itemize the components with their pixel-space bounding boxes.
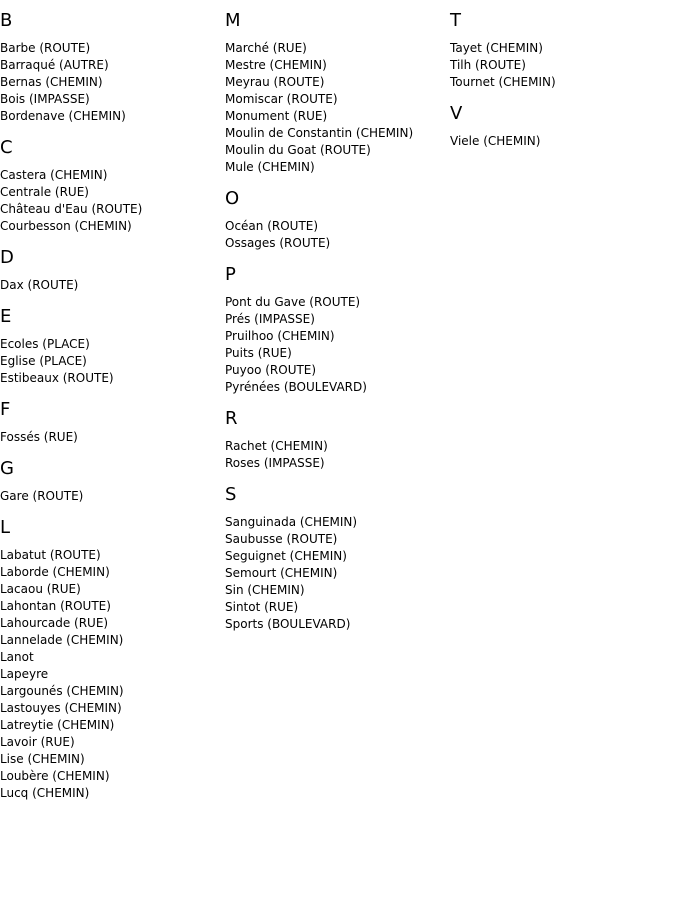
street-name: Lapeyre	[0, 667, 49, 681]
letter-group	[0, 306, 225, 387]
street-name: Semourt (CHEMIN)	[225, 566, 338, 580]
street-list	[225, 438, 450, 472]
letter-group	[0, 399, 225, 446]
street-name: Océan (ROUTE)	[225, 219, 319, 233]
letter-group	[450, 103, 675, 150]
letter-heading: E	[0, 306, 12, 327]
letter-heading: M	[225, 10, 241, 31]
column-3	[450, 10, 675, 162]
street-name: Bordenave (CHEMIN)	[0, 109, 126, 123]
column-1	[0, 10, 225, 814]
street-name: Tournet (CHEMIN)	[450, 75, 556, 89]
street-list	[0, 429, 225, 446]
letter-heading: G	[0, 458, 14, 479]
street-name: Barbe (ROUTE)	[0, 41, 91, 55]
street-name: Tayet (CHEMIN)	[450, 41, 543, 55]
letter-heading: V	[450, 103, 463, 124]
street-name: Bois (IMPASSE)	[0, 92, 90, 106]
street-name: Lahourcade (RUE)	[0, 616, 109, 630]
letter-group	[225, 408, 450, 472]
street-list	[0, 40, 225, 125]
street-name: Pruilhoo (CHEMIN)	[225, 329, 335, 343]
street-list	[0, 167, 225, 235]
letter-heading: R	[225, 408, 238, 429]
street-name: Barraqué (AUTRE)	[0, 58, 109, 72]
street-list	[450, 40, 675, 91]
letter-heading: B	[0, 10, 13, 31]
letter-heading: L	[0, 517, 11, 538]
street-name: Pyrénées (BOULEVARD)	[225, 380, 367, 394]
street-name: Dax (ROUTE)	[0, 278, 79, 292]
street-name: Laborde (CHEMIN)	[0, 565, 110, 579]
letter-group	[0, 458, 225, 505]
street-name: Loubère (CHEMIN)	[0, 769, 110, 783]
street-name: Rachet (CHEMIN)	[225, 439, 328, 453]
street-name: Labatut (ROUTE)	[0, 548, 101, 562]
street-name: Mestre (CHEMIN)	[225, 58, 327, 72]
letter-heading: D	[0, 247, 14, 268]
street-name: Moulin de Constantin (CHEMIN)	[225, 126, 414, 140]
street-name: Eglise (PLACE)	[0, 354, 87, 368]
street-name: Lucq (CHEMIN)	[0, 786, 90, 800]
street-name: Castera (CHEMIN)	[0, 168, 108, 182]
letter-group	[225, 484, 450, 633]
street-name: Estibeaux (ROUTE)	[0, 371, 114, 385]
letter-group	[0, 137, 225, 235]
street-list	[225, 218, 450, 252]
street-name: Lise (CHEMIN)	[0, 752, 85, 766]
letter-group	[225, 188, 450, 252]
street-name: Viele (CHEMIN)	[450, 134, 541, 148]
street-name: Seguignet (CHEMIN)	[225, 549, 347, 563]
street-list	[225, 40, 450, 176]
street-list	[0, 336, 225, 387]
street-name: Ecoles (PLACE)	[0, 337, 90, 351]
street-name: Lahontan (ROUTE)	[0, 599, 111, 613]
column-2	[225, 10, 450, 645]
letter-group	[225, 264, 450, 396]
street-name: Tilh (ROUTE)	[450, 58, 526, 72]
street-name: Bernas (CHEMIN)	[0, 75, 103, 89]
street-list	[450, 133, 675, 150]
street-name: Monument (RUE)	[225, 109, 328, 123]
street-name: Lannelade (CHEMIN)	[0, 633, 124, 647]
street-name: Centrale (RUE)	[0, 185, 89, 199]
letter-group	[225, 10, 450, 176]
letter-group	[450, 10, 675, 91]
street-name: Sintot (RUE)	[225, 600, 299, 614]
street-list	[0, 277, 225, 294]
street-name: Pont du Gave (ROUTE)	[225, 295, 361, 309]
street-name: Puyoo (ROUTE)	[225, 363, 317, 377]
street-name: Sanguinada (CHEMIN)	[225, 515, 358, 529]
street-list	[0, 547, 225, 802]
street-name: Roses (IMPASSE)	[225, 456, 325, 470]
street-name: Courbesson (CHEMIN)	[0, 219, 132, 233]
street-name: Lacaou (RUE)	[0, 582, 81, 596]
street-name: Saubusse (ROUTE)	[225, 532, 338, 546]
street-name: Lavoir (RUE)	[0, 735, 75, 749]
street-list	[0, 488, 225, 505]
street-name: Sports (BOULEVARD)	[225, 617, 351, 631]
street-name: Sin (CHEMIN)	[225, 583, 305, 597]
street-name: Prés (IMPASSE)	[225, 312, 315, 326]
street-name: Ossages (ROUTE)	[225, 236, 331, 250]
street-name: Meyrau (ROUTE)	[225, 75, 325, 89]
street-list	[225, 514, 450, 633]
street-list	[225, 294, 450, 396]
street-name: Gare (ROUTE)	[0, 489, 84, 503]
street-name: Marché (RUE)	[225, 41, 307, 55]
letter-heading: T	[450, 10, 461, 31]
letter-heading: C	[0, 137, 13, 158]
letter-heading: F	[0, 399, 11, 420]
street-name: Puits (RUE)	[225, 346, 292, 360]
street-name: Momiscar (ROUTE)	[225, 92, 338, 106]
letter-group	[0, 10, 225, 125]
street-name: Mule (CHEMIN)	[225, 160, 315, 174]
letter-group	[0, 517, 225, 802]
street-name: Moulin du Goat (ROUTE)	[225, 143, 371, 157]
letter-heading: O	[225, 188, 240, 209]
letter-group	[0, 247, 225, 294]
street-name: Château d'Eau (ROUTE)	[0, 202, 143, 216]
street-name: Latreytie (CHEMIN)	[0, 718, 115, 732]
letter-heading: P	[225, 264, 236, 285]
letter-heading: S	[225, 484, 237, 505]
street-name: Largounés (CHEMIN)	[0, 684, 124, 698]
street-name: Fossés (RUE)	[0, 430, 78, 444]
street-name: Lastouyes (CHEMIN)	[0, 701, 122, 715]
street-name: Lanot	[0, 650, 34, 664]
